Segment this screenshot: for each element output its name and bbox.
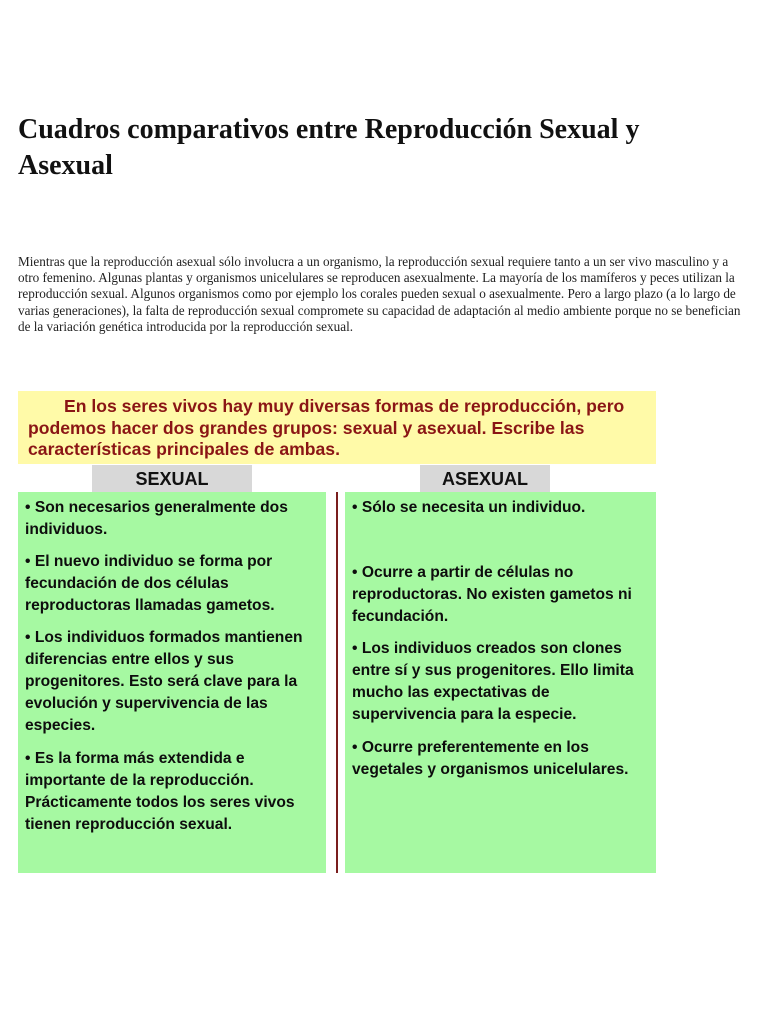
comparison-figure [18, 391, 656, 873]
sexual-item-text: Es la forma más extendida e importante de la reproducción. Prácticamente todos los seres vivos tienen reproducción sexual. [25, 750, 295, 833]
asexual-item-text: Los individuos creados son clones entre sí y sus progenitores. Ello limita mucho las expectativas de supervivencia para la especie. [352, 640, 634, 723]
sexual-item-1 [25, 497, 323, 541]
bullet-icon: • [352, 739, 358, 756]
sexual-item-text: Los individuos formados mantienen diferencias entre ellos y sus progenitores. Esto será clave para la evolución y supervivencia de las especies. [25, 629, 303, 734]
sexual-item-text: El nuevo individuo se forma por fecundación de dos células reproductoras llamadas gametos. [25, 553, 275, 614]
sexual-column [18, 492, 326, 873]
sexual-column-header: SEXUAL [92, 465, 252, 492]
bullet-icon: • [25, 499, 31, 516]
bullet-icon: • [352, 640, 358, 657]
bullet-icon: • [25, 750, 31, 767]
figure-banner [18, 391, 656, 464]
sexual-item-text: Son necesarios generalmente dos individuos. [25, 499, 288, 538]
bullet-icon: • [352, 499, 358, 516]
intro-paragraph: Mientras que la reproducción asexual sólo involucra a un organismo, la reproducción sexual requiere tanto a un ser vivo masculino y a otro femenino. Algunas plantas y organismos unicelulares se reproducen asexualmente. La mayoría de los mamíferos y peces utilizan la reproducción sexual. Algunos organismos como por ejemplo los corales pueden sexual o asexualmente. Pero a largo plazo (a lo largo de varias generaciones), la falta de reproducción sexual compromete su capacidad de adaptación al medio ambiente porque no se benefician de la variación genética introducida por la reproducción sexual. [18, 254, 741, 334]
bullet-icon: • [352, 564, 358, 581]
asexual-column-header: ASEXUAL [420, 465, 550, 492]
sexual-item-4 [25, 748, 323, 836]
asexual-item-3 [352, 638, 650, 726]
banner-text: En los seres vivos hay muy diversas formas de reproducción, pero podemos hacer dos grandes grupos: sexual y asexual. Escribe las características principales de ambas. [28, 396, 625, 459]
page-title: Cuadros comparativos entre Reproducción Sexual y Asexual [18, 114, 640, 181]
asexual-item-1 [352, 497, 650, 519]
sexual-item-2 [25, 551, 323, 617]
bullet-icon: • [25, 553, 31, 570]
sexual-item-3 [25, 627, 323, 737]
asexual-column [345, 492, 656, 873]
bullet-icon: • [25, 629, 31, 646]
column-divider [336, 492, 338, 873]
asexual-item-text: Sólo se necesita un individuo. [361, 499, 586, 516]
asexual-item-4 [352, 737, 650, 781]
asexual-item-text: Ocurre preferentemente en los vegetales y organismos unicelulares. [352, 739, 629, 778]
asexual-item-2 [352, 562, 650, 628]
asexual-item-text: Ocurre a partir de células no reproductoras. No existen gametos ni fecundación. [352, 564, 632, 625]
